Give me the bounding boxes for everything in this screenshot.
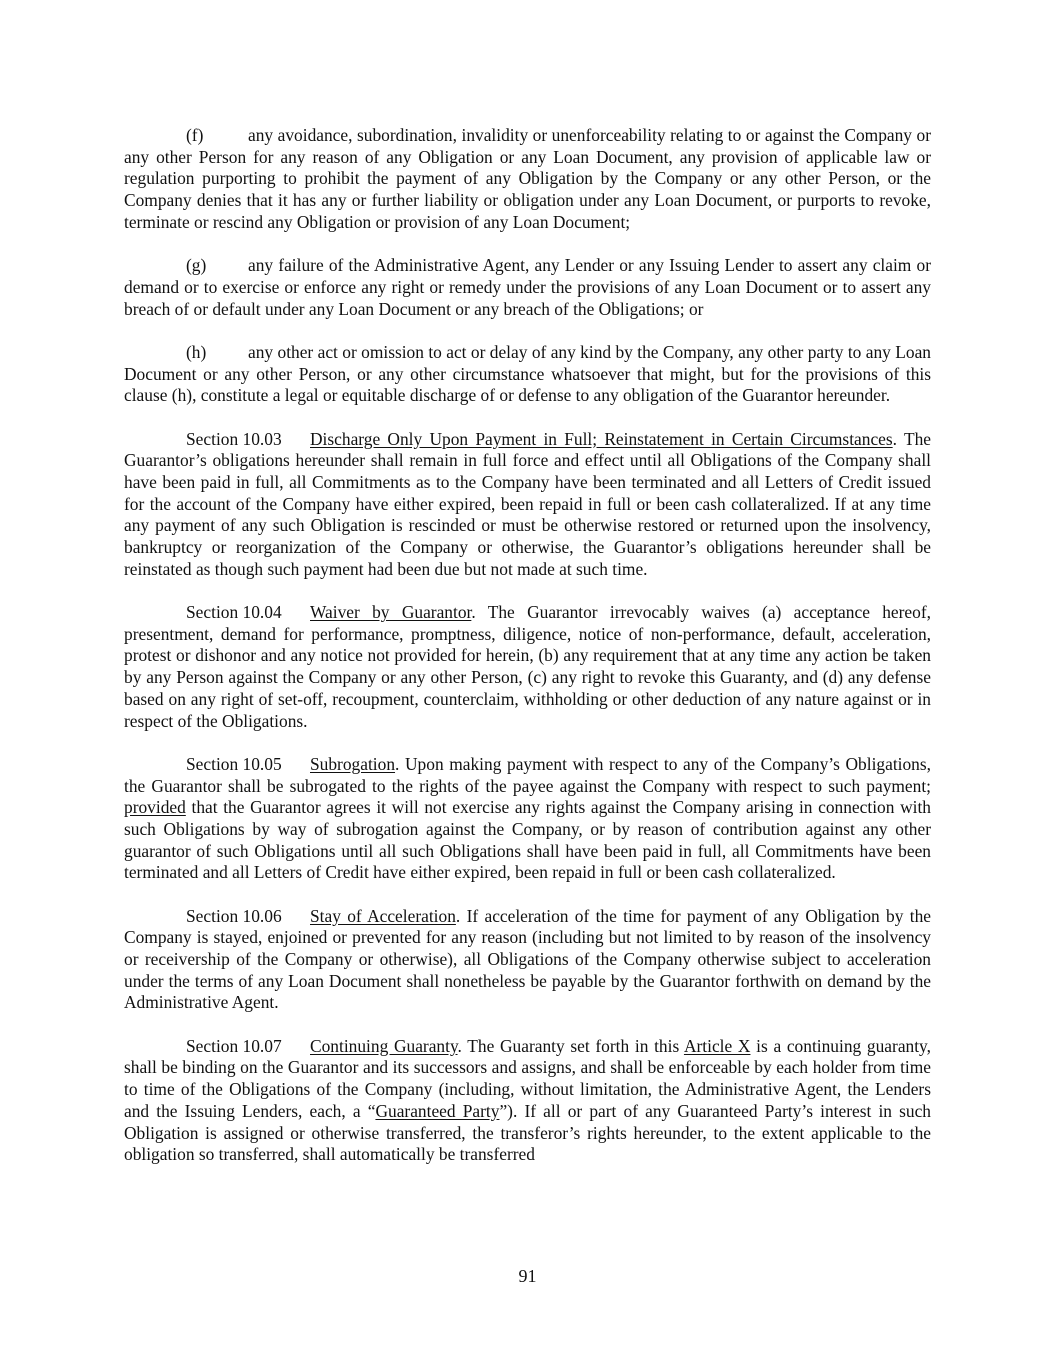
section-number: Section 10.03 <box>186 428 282 449</box>
section-number: Section 10.05 <box>186 753 282 774</box>
clause-text: any avoidance, subordination, invalidity or unenforceability relating to or against the Company or any other Person for any reason of any Obligation or any Loan Document, any provision of applicable law or regulation purporting to prohibit the payment of any Obligation by the Company or any other Person, or the Company denies that it has any or further liability or obligation under any Loan Document, or purports to revoke, terminate or rescind any Obligation or provision of any Loan Document; <box>124 125 931 232</box>
section-body-part: Upon making payment with respect to any of the Company’s Obligations, the Guarantor shall be subrogated to the rights of the payee against the Company with respect to such payment; <box>124 753 931 796</box>
section-body: If acceleration of the time for payment of any Obligation by the Company is stayed, enjoined or prevented for any reason (including but not limited to by reason of the insolvency or receivership of the Company or otherwise), all Obligations of the Company otherwise subject to acceleration under the terms of any Loan Document shall nonetheless be payable by the Guarantor forthwith on demand by the Administrative Agent. <box>124 905 931 1013</box>
section-10-03 <box>124 429 931 581</box>
page-number: 91 <box>518 1266 537 1286</box>
section-heading: Continuing Guaranty <box>310 1035 458 1056</box>
section-body: The Guarantor’s obligations hereunder shall remain in full force and effect until all Obligations of the Company shall have been paid in full, all Commitments as to the Company have been terminated and all Letters of Credit issued for the account of the Company have either expired, been repaid in full or been cash collateralized. If at any time any payment of any such Obligation is rescinded or must be otherwise restored or returned upon the insolvency, bankruptcy or reorganization of the Company or otherwise, the Guarantor’s obligations hereunder shall be reinstated as though such payment had been due but not made at such time. <box>124 428 931 579</box>
section-heading: Stay of Acceleration <box>310 905 456 926</box>
section-body-part: The Guaranty set forth in this <box>461 1035 684 1056</box>
heading-period: . <box>457 1035 462 1056</box>
provided-term: provided <box>124 797 186 818</box>
clause-label: (f) <box>186 125 204 145</box>
section-number: Section 10.04 <box>186 602 282 623</box>
clause-text: any other act or omission to act or delay of any kind by the Company, any other party to any Loan Document or any other Person, or any other circumstance whatsoever that might, but for the provisions of this clause (h), constitute a legal or equitable discharge of or defense to any obligation of the Guarantor hereunder. <box>124 341 931 406</box>
section-10-04 <box>124 602 931 732</box>
heading-period: . <box>455 905 461 926</box>
section-heading: Subrogation <box>310 753 396 774</box>
heading-period: . <box>892 428 898 449</box>
clause-label: (g) <box>186 255 207 276</box>
section-10-07 <box>124 1036 931 1166</box>
section-heading: Discharge Only Upon Payment in Full; Reinstatement in Certain Circumstances <box>310 428 893 449</box>
clause-label: (h) <box>186 341 207 362</box>
clause-text: any failure of the Administrative Agent, any Lender or any Issuing Lender to assert any claim or demand or to exercise or enforce any right or remedy under the provisions of any Loan Document or to assert any breach of or default under any Loan Document or any breach of the Obligations; or <box>124 255 931 319</box>
document-body <box>124 125 931 1188</box>
section-body-part: is a continuing guaranty, shall be binding on the Guarantor and its successors and assigns, and shall be enforceable by each holder from time to time of the Obligations of the Company (including, without limitation, the Administrative Agent, the Lenders and the Issuing Lenders, each, a “ <box>124 1035 931 1121</box>
clause-h <box>124 342 931 407</box>
section-body-part: that the Guarantor agrees it will not exercise any rights against the Company arising in connection with such Obligations by way of subrogation against the Company, or by reason of contribution against any other guarantor of such Obligations until all such Obligations shall have been paid in full, all Commitments have been terminated and all Letters of Credit have either expired, been repaid in full or been cash collateralized. <box>124 797 931 883</box>
section-heading: Waiver by Guarantor <box>310 602 472 623</box>
clause-f <box>124 125 931 234</box>
section-number: Section 10.07 <box>186 1035 282 1056</box>
section-10-05 <box>124 754 931 884</box>
section-body: The Guarantor irrevocably waives (a) acceptance hereof, presentment, demand for performance, promptness, diligence, notice of non-performance, default, acceleration, protest or dishonor and any notice not provided for herein, (b) any requirement that at any time any action be taken by any Person against the Company or any other Person, (c) any right to revoke this Guaranty, and (d) any defense based on any right of set-off, recoupment, counterclaim, withholding or other deduction of any nature against or in respect of the Obligations. <box>124 602 931 731</box>
section-number: Section 10.06 <box>186 905 282 926</box>
section-body-part: ”). If all or part of any Guaranteed Party’s interest in such Obligation is assigned or otherwise transferred, the transferor’s rights hereunder, to the extent applicable to the obligation so transferred, shall automatically be transferred <box>124 1100 931 1165</box>
defined-term: Guaranteed Party <box>375 1100 500 1121</box>
heading-period: . <box>471 602 476 623</box>
section-10-06 <box>124 906 931 1015</box>
clause-g <box>124 255 931 320</box>
heading-period: . <box>395 753 400 774</box>
article-reference: Article X <box>683 1035 751 1056</box>
